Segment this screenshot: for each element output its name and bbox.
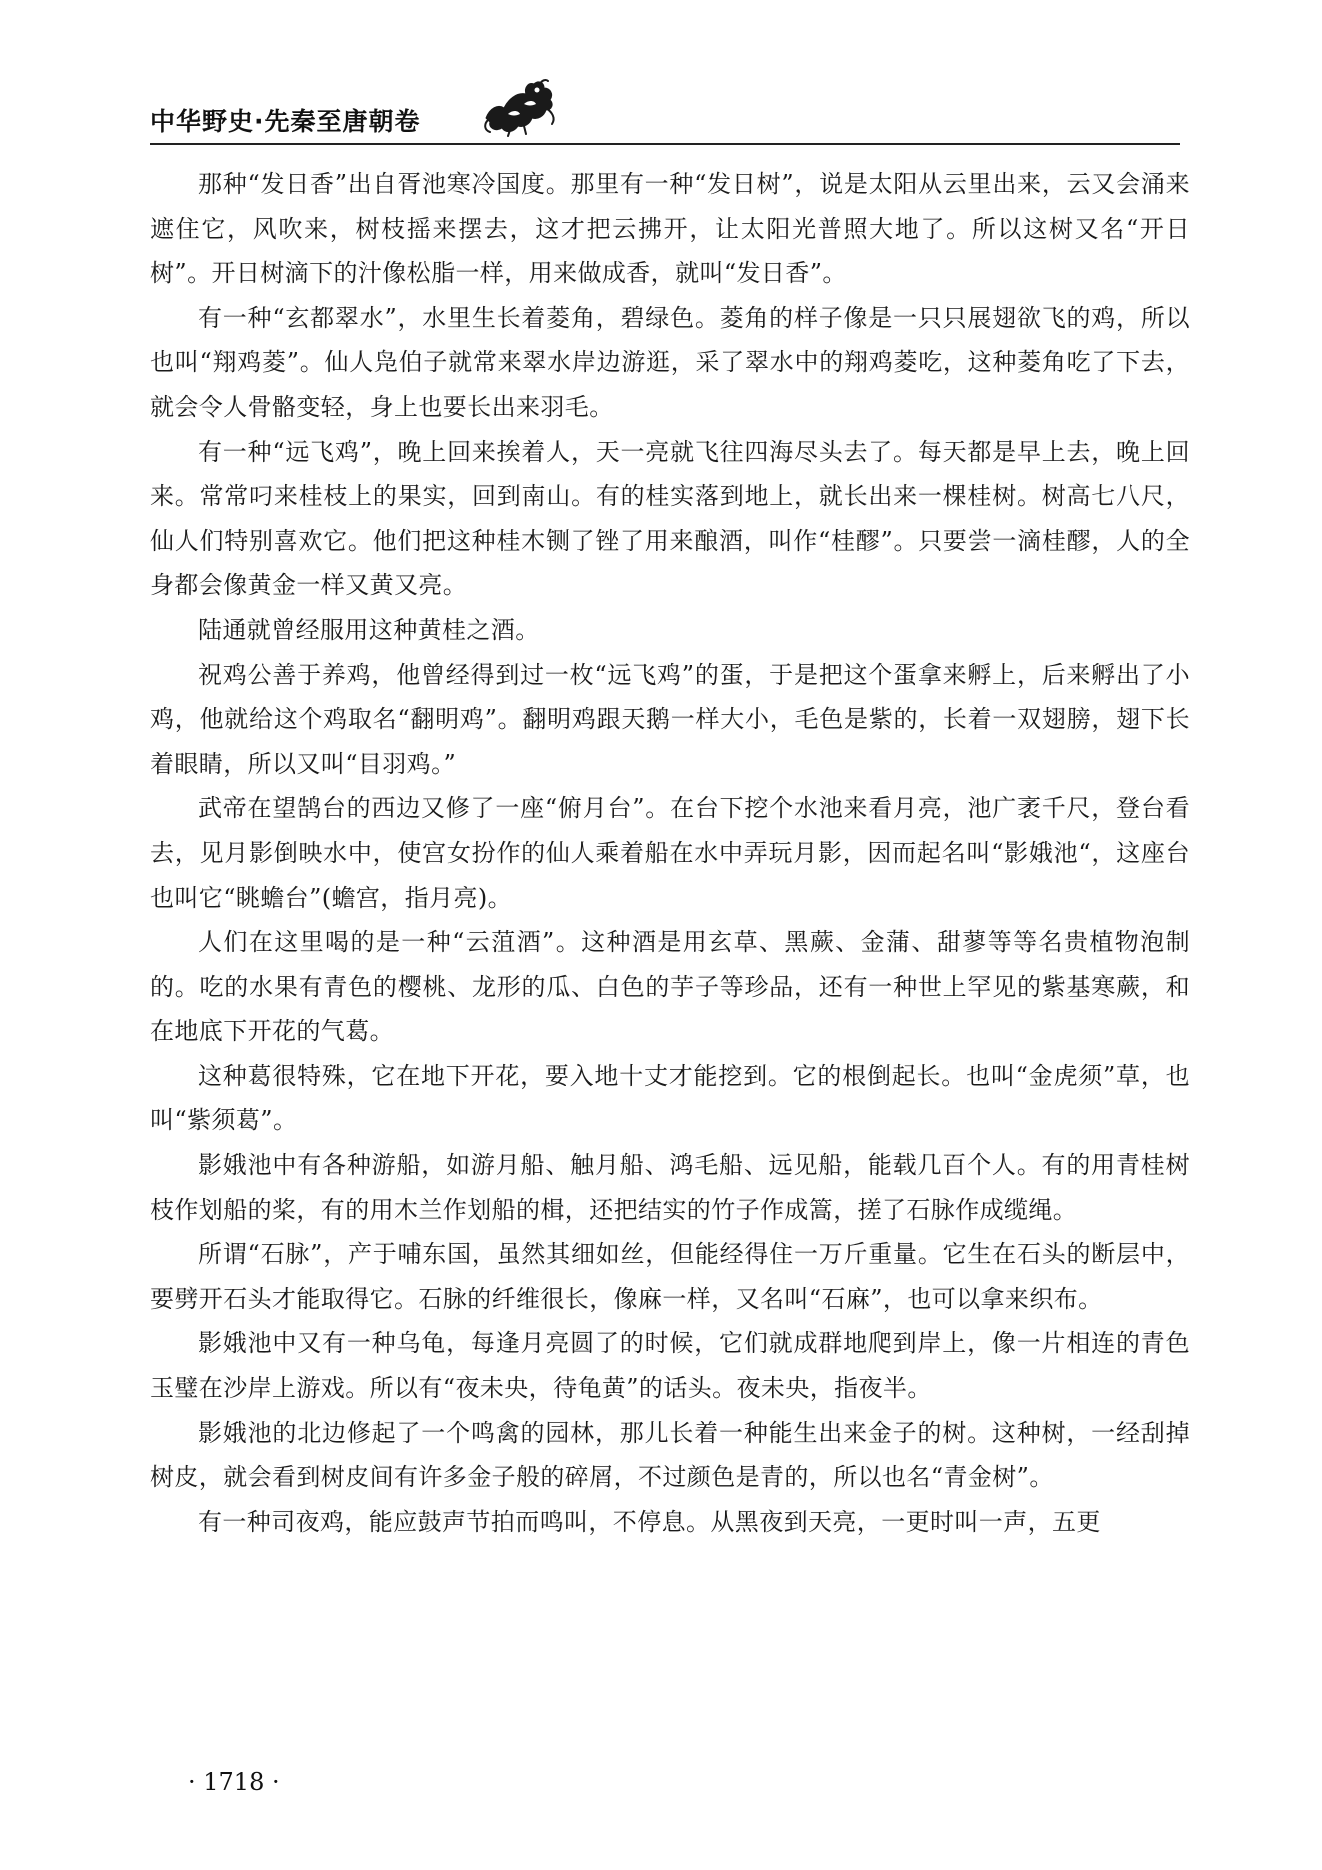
paragraph: 武帝在望鹄台的西边又修了一座“俯月台”。在台下挖个水池来看月亮，池广袤千尺，登台看去，见月影倒映水中，使宫女扮作的仙人乘着船在水中弄玩月影，因而起名叫“影娥池“，这座台也叫它“眺蟾台”(蟾宫，指月亮)。: [150, 794, 1190, 912]
paragraph: 影娥池中有各种游船，如游月船、触月船、鸿毛船、远见船，能载几百个人。有的用青桂树枝作划船的桨，有的用木兰作划船的楫，还把结实的竹子作成篙，搓了石脉作成缆绳。: [150, 1151, 1190, 1224]
paragraph: 那种“发日香”出自胥池寒冷国度。那里有一种“发日树”，说是太阳从云里出来，云又会涌来遮住它，风吹来，树枝摇来摆去，这才把云拂开，让太阳光普照大地了。所以这树又名“开日树”。开日树滴下的汁像松脂一样，用来做成香，就叫“发日香”。: [150, 170, 1190, 288]
running-header: [150, 78, 1180, 158]
book-title: 中华野史·先秦至唐朝卷: [150, 107, 421, 136]
paragraph: 有一种“玄都翠水”，水里生长着菱角，碧绿色。菱角的样子像是一只只展翅欲飞的鸡，所以也叫“翔鸡菱”。仙人凫伯子就常来翠水岸边游逛，采了翠水中的翔鸡菱吃，这种菱角吃了下去，就会令人骨骼变轻，身上也要长出来羽毛。: [150, 303, 1190, 421]
paragraph: 有一种司夜鸡，能应鼓声节拍而鸣叫，不停息。从黑夜到天亮，一更时叫一声，五更: [198, 1507, 1101, 1536]
paragraph: 所谓“石脉”，产于哺东国，虽然其细如丝，但能经得住一万斤重量。它生在石头的断层中，要劈开石头才能取得它。石脉的纤维很长，像麻一样，又名叫“石麻”，也可以拿来织布。: [150, 1240, 1190, 1313]
paragraph: 影娥池的北边修起了一个鸣禽的园林，那儿长着一种能生出来金子的树。这种树，一经刮掉树皮，就会看到树皮间有许多金子般的碎屑，不过颜色是青的，所以也名“青金树”。: [150, 1418, 1190, 1492]
paragraph: 陆通就曾经服用这种黄桂之酒。: [198, 615, 540, 644]
article-body: [150, 162, 1190, 1544]
dragon-icon: [480, 78, 558, 138]
paragraph: 有一种“远飞鸡”，晚上回来挨着人，天一亮就飞往四海尽头去了。每天都是早上去，晚上回来。常常叼来桂枝上的果实，回到南山。有的桂实落到地上，就长出来一棵桂树。树高七八尺，仙人们特别喜欢它。他们把这种桂木铡了锉了用来酿酒，叫作“桂醪”。只要尝一滴桂醪，人的全身都会像黄金一样又黄又亮。: [150, 437, 1190, 600]
paragraph: 祝鸡公善于养鸡，他曾经得到过一枚“远飞鸡”的蛋，于是把这个蛋拿来孵上，后来孵出了小鸡，他就给这个鸡取名“翻明鸡”。翻明鸡跟天鹅一样大小，毛色是紫的，长着一双翅膀，翅下长着眼睛，所以又叫“目羽鸡。”: [150, 660, 1190, 778]
page-number: · 1718 ·: [188, 1768, 280, 1796]
paragraph: 影娥池中又有一种乌龟，每逢月亮圆了的时候，它们就成群地爬到岸上，像一片相连的青色玉璧在沙岸上游戏。所以有“夜未央，待龟黄”的话头。夜未央，指夜半。: [150, 1329, 1190, 1403]
header-rule: [150, 143, 1180, 145]
paragraph: 这种葛很特殊，它在地下开花，要入地十丈才能挖到。它的根倒起长。也叫“金虎须”草，也叫“紫须葛”。: [150, 1061, 1190, 1135]
paragraph: 人们在这里喝的是一种“云菹酒”。这种酒是用玄草、黑蕨、金蒲、甜蓼等等名贵植物泡制的。吃的水果有青色的樱桃、龙形的瓜、白色的芋子等珍品，还有一种世上罕见的紫基寒蕨，和在地底下开花的气葛。: [150, 928, 1190, 1046]
